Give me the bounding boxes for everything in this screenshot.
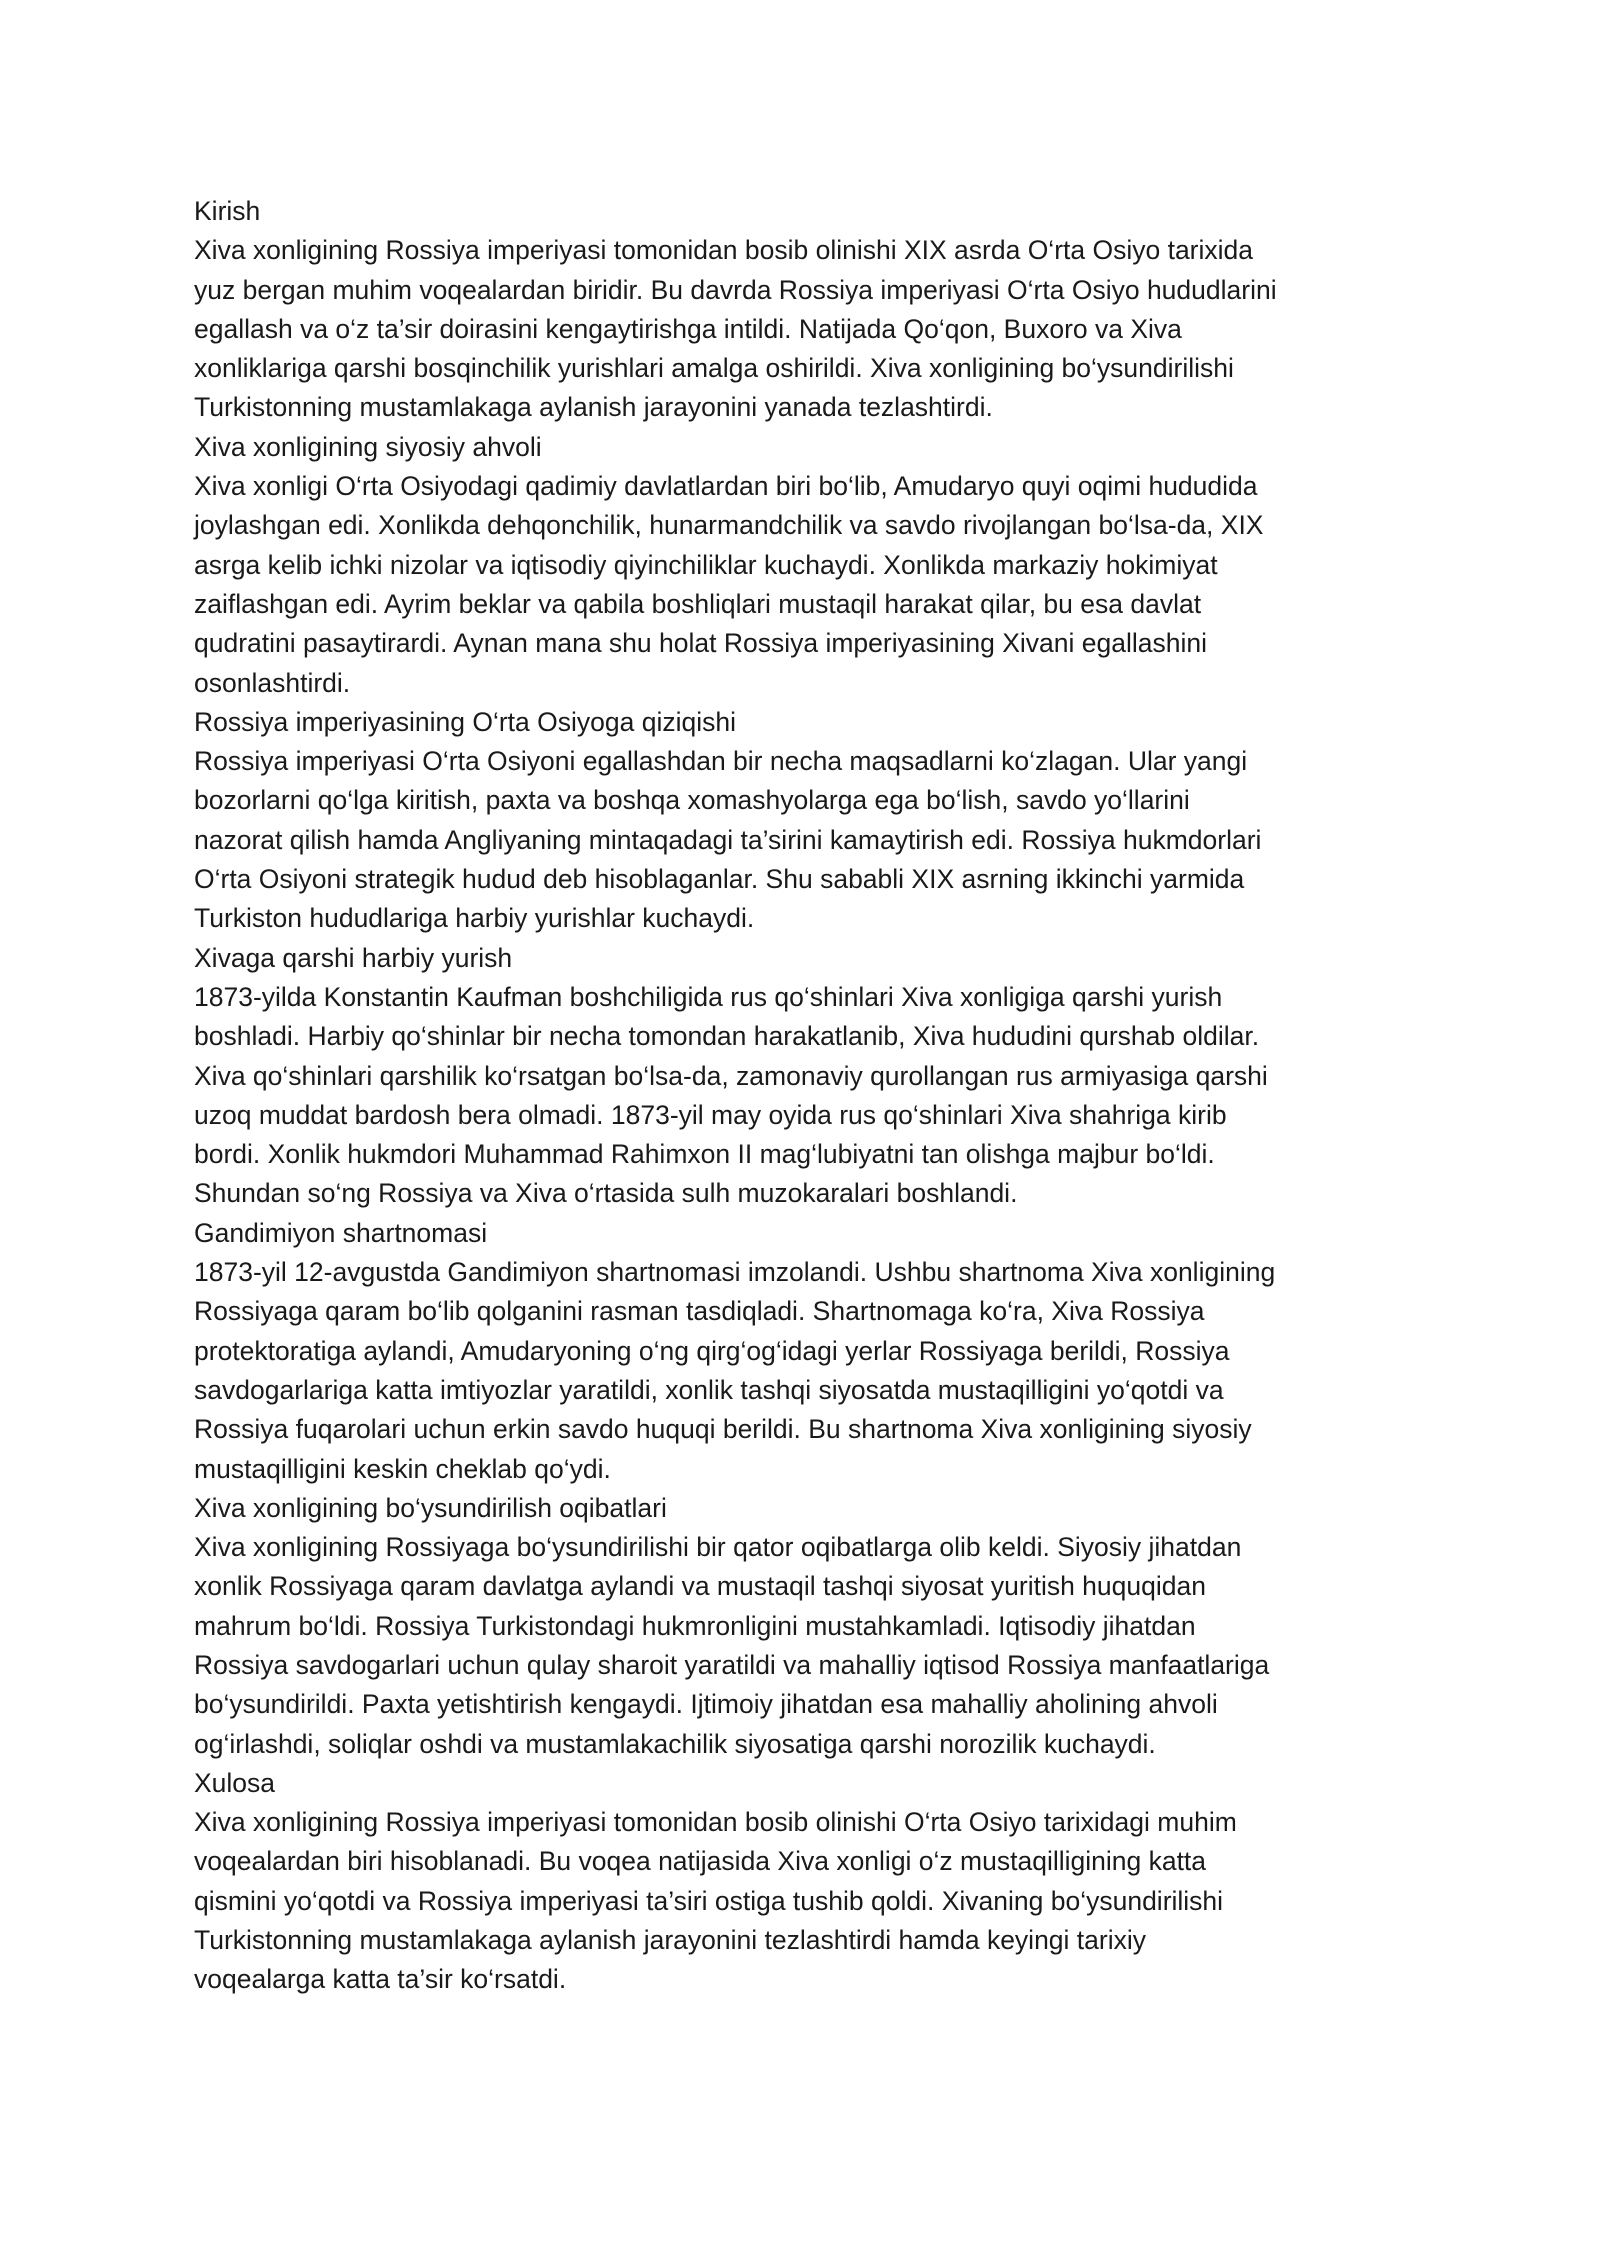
section-heading: Xiva xonligining siyosiy ahvoli — [194, 431, 542, 462]
section-heading: Rossiya imperiyasining O‘rta Osiyoga qiziqishi — [194, 706, 736, 737]
section-oqibatlar — [194, 1489, 1424, 1764]
paragraph-line: Xiva xonligining Rossiya imperiyasi tomonidan bosib olinishi XIX asrda O‘rta Osiyo tarixida — [194, 235, 1254, 266]
paragraph-line: xonlik Rossiyaga qaram davlatga aylandi va mustaqil tashqi siyosat yuritish huquqidan — [194, 1571, 1206, 1602]
paragraph-line: Xiva qo‘shinlari qarshilik ko‘rsatgan bo‘lsa-da, zamonaviy qurollangan rus armiyasiga qarshi — [194, 1060, 1268, 1091]
section-siyosiy-ahvoli — [194, 428, 1424, 703]
paragraph-line: egallash va o‘z ta’sir doirasini kengaytirishga intildi. Natijada Qo‘qon, Buxoro va Xiva — [194, 313, 1182, 344]
paragraph-line: mustaqilligini keskin cheklab qo‘ydi. — [194, 1453, 611, 1484]
paragraph-line: qudratini pasaytirardi. Aynan mana shu holat Rossiya imperiyasining Xivani egallashini — [194, 628, 1207, 659]
paragraph-line: zaiflashgan edi. Ayrim beklar va qabila boshliqlari mustaqil harakat qilar, bu esa davlat — [194, 588, 1202, 619]
section-heading: Xiva xonligining bo‘ysundirilish oqibatlari — [194, 1492, 667, 1523]
paragraph-line: 1873-yilda Konstantin Kaufman boshchiligida rus qo‘shinlari Xiva xonligiga qarshi yurish — [194, 981, 1223, 1012]
paragraph-line: xonliklariga qarshi bosqinchilik yurishlari amalga oshirildi. Xiva xonligining bo‘ysundirilishi — [194, 353, 1234, 384]
paragraph-line: protektoratiga aylandi, Amudaryoning o‘ng qirg‘og‘idagi yerlar Rossiyaga berildi, Rossiya — [194, 1335, 1230, 1366]
paragraph-line: Turkistonning mustamlakaga aylanish jarayonini tezlashtirdi hamda keyingi tarixiy — [194, 1925, 1146, 1956]
section-rossiya-qiziqishi — [194, 703, 1424, 939]
paragraph-line: savdogarlariga katta imtiyozlar yaratildi, xonlik tashqi siyosatda mustaqilligini yo‘qotdi va — [194, 1374, 1224, 1405]
paragraph-line: mahrum bo‘ldi. Rossiya Turkistondagi hukmronligini mustahkamladi. Iqtisodiy jihatdan — [194, 1610, 1196, 1641]
paragraph-line: bozorlarni qo‘lga kiritish, paxta va boshqa xomashyolarga ega bo‘lish, savdo yo‘llarini — [194, 785, 1190, 816]
paragraph-line: joylashgan edi. Xonlikda dehqonchilik, hunarmandchilik va savdo rivojlangan bo‘lsa-da, XIX — [194, 510, 1264, 541]
section-gandimiyon-shartnomasi — [194, 1214, 1424, 1489]
paragraph-line: Xiva xonligi O‘rta Osiyodagi qadimiy davlatlardan biri bo‘lib, Amudaryo quyi oqimi hududida — [194, 471, 1258, 502]
paragraph-line: Rossiya savdogarlari uchun qulay sharoit yaratildi va mahalliy iqtisod Rossiya manfaatlariga — [194, 1649, 1270, 1680]
section-heading: Xivaga qarshi harbiy yurish — [194, 942, 513, 973]
paragraph-line: asrga kelib ichki nizolar va iqtisodiy qiyinchiliklar kuchaydi. Xonlikda markaziy hokimiyat — [194, 549, 1218, 580]
paragraph-line: O‘rta Osiyoni strategik hudud deb hisoblaganlar. Shu sababli XIX asrning ikkinchi yarmida — [194, 864, 1245, 895]
paragraph-line: 1873-yil 12-avgustda Gandimiyon shartnomasi imzolandi. Ushbu shartnoma Xiva xonligining — [194, 1257, 1276, 1288]
paragraph-line: nazorat qilish hamda Angliyaning mintaqadagi ta’sirini kamaytirish edi. Rossiya hukmdorlari — [194, 824, 1262, 855]
section-heading: Xulosa — [194, 1767, 276, 1798]
paragraph-line: Rossiya fuqarolari uchun erkin savdo huquqi berildi. Bu shartnoma Xiva xonligining siyosiy — [194, 1414, 1252, 1445]
paragraph-line: bordi. Xonlik hukmdori Muhammad Rahimxon II mag‘lubiyatni tan olishga majbur bo‘ldi. — [194, 1139, 1215, 1170]
section-xulosa — [194, 1764, 1424, 2000]
section-harbiy-yurish — [194, 939, 1424, 1214]
paragraph-line: og‘irlashdi, soliqlar oshdi va mustamlakachilik siyosatiga qarshi norozilik kuchaydi. — [194, 1728, 1156, 1759]
paragraph-line: voqealardan biri hisoblanadi. Bu voqea natijasida Xiva xonligi o‘z mustaqilligining katta — [194, 1846, 1207, 1877]
paragraph-line: Xiva xonligining Rossiyaga bo‘ysundirilishi bir qator oqibatlarga olib keldi. Siyosiy jihatdan — [194, 1532, 1242, 1563]
paragraph-line: Shundan so‘ng Rossiya va Xiva o‘rtasida sulh muzokaralari boshlandi. — [194, 1178, 1018, 1209]
paragraph-line: boshladi. Harbiy qo‘shinlar bir necha tomondan harakatlanib, Xiva hududini qurshab oldilar. — [194, 1021, 1260, 1052]
paragraph-line: yuz bergan muhim voqealardan biridir. Bu davrda Rossiya imperiyasi O‘rta Osiyo hududlarini — [194, 274, 1277, 305]
paragraph-line: Xiva xonligining Rossiya imperiyasi tomonidan bosib olinishi O‘rta Osiyo tarixidagi muhim — [194, 1807, 1237, 1838]
paragraph-line: uzoq muddat bardosh bera olmadi. 1873-yil may oyida rus qo‘shinlari Xiva shahriga kirib — [194, 1099, 1227, 1130]
paragraph-line: Rossiya imperiyasi O‘rta Osiyoni egallashdan bir necha maqsadlarni ko‘zlagan. Ular yangi — [194, 746, 1248, 777]
paragraph-line: qismini yo‘qotdi va Rossiya imperiyasi ta’siri ostiga tushib qoldi. Xivaning bo‘ysundirilishi — [194, 1885, 1224, 1916]
paragraph-line: voqealarga katta ta’sir ko‘rsatdi. — [194, 1964, 567, 1995]
section-heading: Kirish — [194, 196, 261, 226]
paragraph-line: osonlashtirdi. — [194, 667, 351, 698]
section-heading: Gandimiyon shartnomasi — [194, 1217, 488, 1248]
paragraph-line: Turkiston hududlariga harbiy yurishlar kuchaydi. — [194, 903, 755, 934]
paragraph-line: Rossiyaga qaram bo‘lib qolganini rasman tasdiqladi. Shartnomaga ko‘ra, Xiva Rossiya — [194, 1296, 1205, 1327]
document-page — [194, 192, 1424, 2000]
paragraph-line: Turkistonning mustamlakaga aylanish jarayonini yanada tezlashtirdi. — [194, 392, 993, 423]
paragraph-line: bo‘ysundirildi. Paxta yetishtirish kengaydi. Ijtimoiy jihatdan esa mahalliy aholining ahvoli — [194, 1689, 1218, 1720]
section-kirish — [194, 192, 1424, 428]
